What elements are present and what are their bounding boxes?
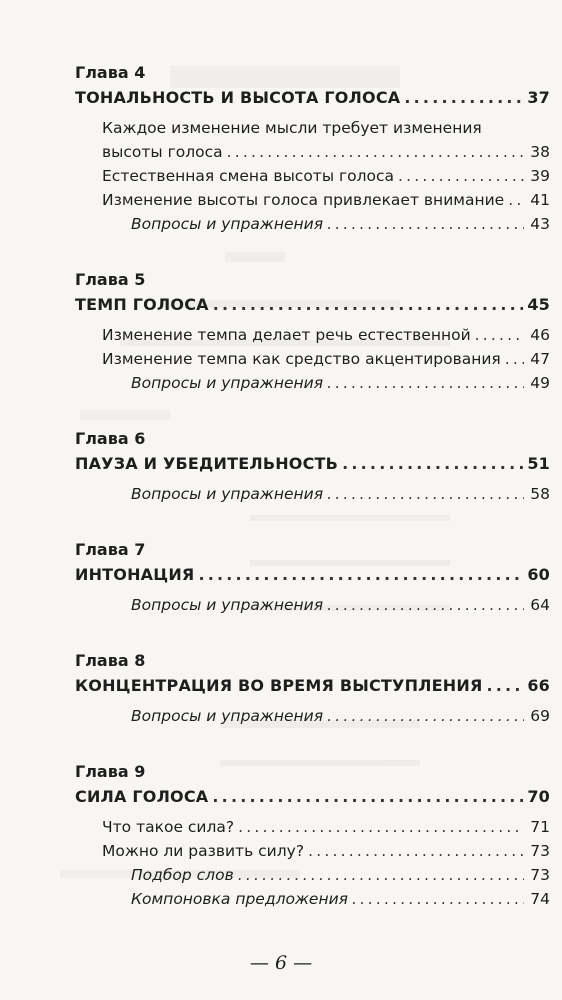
chapter-section — [75, 62, 550, 236]
chapter-section — [75, 761, 550, 911]
toc-entry[interactable] — [75, 164, 550, 188]
questions-entry[interactable] — [75, 704, 550, 728]
toc-entry-text: Можно ли развить силу? — [102, 842, 305, 860]
leader-dots — [238, 863, 524, 887]
toc-entry-page: 38 — [530, 143, 550, 161]
chapter-title-entry-text: ТЕМП ГОЛОСА — [75, 295, 209, 314]
page-number: — 6 — — [249, 952, 313, 974]
toc-entry[interactable] — [75, 140, 550, 164]
leader-dots — [327, 704, 524, 728]
questions-entry[interactable] — [75, 212, 550, 236]
leader-dots — [508, 188, 524, 212]
toc-entry-text: Изменение темпа как средство акцентирования — [102, 350, 501, 368]
leader-dots — [327, 593, 524, 617]
toc-subentry-text: Компоновка предложения — [131, 890, 348, 908]
toc-entry-first-line: Каждое изменение мысли требует изменения — [102, 119, 482, 137]
leader-dots — [327, 482, 524, 506]
toc-entry-page: 39 — [530, 167, 550, 185]
toc-subentry[interactable] — [75, 887, 550, 911]
questions-entry-text: Вопросы и упражнения — [131, 707, 324, 725]
chapter-title-entry-text: ПАУЗА И УБЕДИТЕЛЬНОСТЬ — [75, 454, 339, 473]
toc-entry-page: 46 — [530, 326, 550, 344]
leader-dots — [404, 86, 523, 110]
chapter-label: Глава 9 — [75, 762, 146, 781]
toc-entry-page: 73 — [530, 842, 550, 860]
leader-dots — [198, 563, 523, 587]
questions-entry[interactable] — [75, 482, 550, 506]
toc-entry-text: Что такое сила? — [102, 818, 235, 836]
chapter-title-entry-page: 45 — [527, 295, 550, 314]
toc-entry[interactable] — [75, 839, 550, 863]
leader-dots — [342, 452, 523, 476]
chapter-title-entry-text: ТОНАЛЬНОСТЬ И ВЫСОТА ГОЛОСА — [75, 88, 401, 107]
questions-entry-page: 43 — [530, 215, 550, 233]
chapter-label: Глава 6 — [75, 429, 146, 448]
chapter-title-entry-text: КОНЦЕНТРАЦИЯ ВО ВРЕМЯ ВЫСТУПЛЕНИЯ — [75, 676, 483, 695]
questions-entry-text: Вопросы и упражнения — [131, 374, 324, 392]
toc-entry-text: Изменение темпа делает речь естественной — [102, 326, 471, 344]
toc-entry-text: Естественная смена высоты голоса — [102, 167, 395, 185]
chapter-title-entry-page: 66 — [527, 676, 550, 695]
chapter-label: Глава 7 — [75, 540, 146, 559]
toc-entry-text: высоты голоса — [102, 143, 223, 161]
questions-entry-page: 69 — [530, 707, 550, 725]
toc-entry-page: 41 — [530, 191, 550, 209]
leader-dots — [352, 887, 524, 911]
chapter-title-entry[interactable] — [75, 785, 550, 809]
chapter-section — [75, 539, 550, 617]
chapter-title-entry[interactable] — [75, 674, 550, 698]
chapter-title-entry-text: ИНТОНАЦИЯ — [75, 565, 195, 584]
chapter-title-entry[interactable] — [75, 452, 550, 476]
leader-dots — [505, 347, 524, 371]
chapter-label: Глава 5 — [75, 270, 146, 289]
questions-entry[interactable] — [75, 593, 550, 617]
leader-dots — [238, 815, 524, 839]
toc-subentry-page: 74 — [530, 890, 550, 908]
toc-entry[interactable] — [75, 347, 550, 371]
toc-entry[interactable] — [75, 815, 550, 839]
questions-entry-page: 64 — [530, 596, 550, 614]
chapter-title-entry[interactable] — [75, 86, 550, 110]
leader-dots — [327, 371, 524, 395]
chapter-section — [75, 428, 550, 506]
leader-dots — [212, 785, 523, 809]
questions-entry-text: Вопросы и упражнения — [131, 485, 324, 503]
chapter-section — [75, 269, 550, 395]
questions-entry-text: Вопросы и упражнения — [131, 215, 324, 233]
chapter-title-entry-page: 37 — [527, 88, 550, 107]
chapter-title-entry-page: 51 — [527, 454, 550, 473]
chapter-title-entry-text: СИЛА ГОЛОСА — [75, 787, 209, 806]
leader-dots — [308, 839, 524, 863]
leader-dots — [487, 674, 524, 698]
chapter-section — [75, 650, 550, 728]
toc-subentry[interactable] — [75, 863, 550, 887]
chapter-title-entry-page: 70 — [527, 787, 550, 806]
toc-subentry-page: 73 — [530, 866, 550, 884]
toc-entry[interactable] — [75, 188, 550, 212]
toc-entry-text: Изменение высоты голоса привлекает внимание — [102, 191, 505, 209]
leader-dots — [327, 212, 524, 236]
leader-dots — [213, 293, 524, 317]
toc-entry[interactable] — [75, 323, 550, 347]
questions-entry[interactable] — [75, 371, 550, 395]
leader-dots — [475, 323, 524, 347]
toc-entry-page: 71 — [530, 818, 550, 836]
questions-entry-page: 49 — [530, 374, 550, 392]
chapter-title-entry-page: 60 — [527, 565, 550, 584]
questions-entry-text: Вопросы и упражнения — [131, 596, 324, 614]
chapter-label: Глава 8 — [75, 651, 146, 670]
chapter-label: Глава 4 — [75, 63, 146, 82]
questions-entry-page: 58 — [530, 485, 550, 503]
toc-entry-page: 47 — [530, 350, 550, 368]
table-of-contents — [75, 62, 550, 944]
leader-dots — [398, 164, 524, 188]
chapter-title-entry[interactable] — [75, 293, 550, 317]
toc-subentry-text: Подбор слов — [131, 866, 234, 884]
chapter-title-entry[interactable] — [75, 563, 550, 587]
leader-dots — [227, 140, 524, 164]
